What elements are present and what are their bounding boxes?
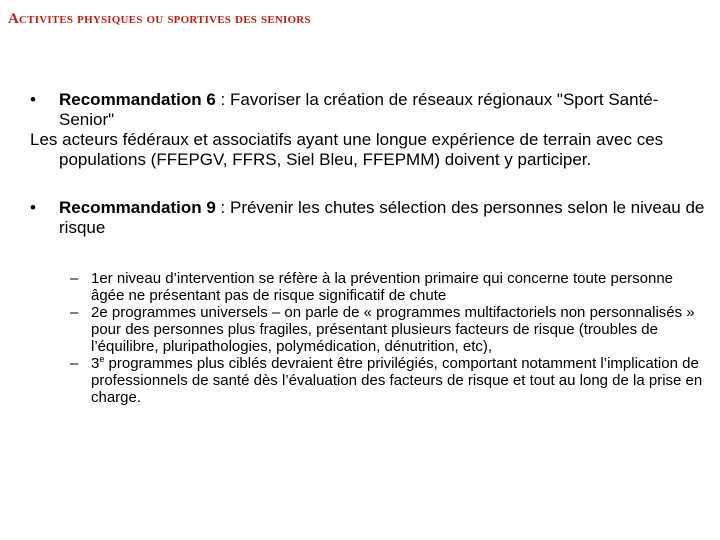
level-2-text: 2e programmes universels – on parle de « programmes multifactoriels non personnalisés » pour des personnes plus fragiles, présentant plusieurs facteurs de risque (troubles de l’équilibre, pluripathologies, polymédication, dénutrition, etc), [91, 304, 695, 355]
recommendation-9-text: : Prévenir les chutes sélection des personnes selon le niveau de risque [59, 198, 705, 237]
level-3-text: programmes plus ciblés devraient être privilégiés, comportant notamment l’implication de professionnels de santé dès l’évaluation des facteurs de risque et tout au long de la prise en charge. [91, 355, 703, 406]
actors-note: Les acteurs fédéraux et associatifs ayant une longue expérience de terrain avec ces populations (FFEPGV, FFRS, Siel Bleu, FFEPMM) doivent y participer. [30, 130, 664, 169]
level-2-item [70, 304, 706, 355]
dash-icon: – [70, 355, 79, 372]
bullet-icon: • [30, 198, 36, 217]
level-1-item [70, 270, 706, 304]
dash-icon: – [70, 304, 79, 321]
slide-title: Activites physiques ou sportives des seniors [8, 11, 311, 27]
level-3-superscript: e [99, 354, 105, 364]
level-1-text: 1er niveau d’intervention se réfère à la prévention primaire qui concerne toute personne âgée ne présentant pas de risque significatif de chute [91, 270, 674, 304]
level-3-item [70, 355, 706, 406]
recommendation-6-text: : Favoriser la création de réseaux régionaux "Sport Santé- Senior" [59, 90, 659, 129]
level-3-number: 3 [91, 355, 100, 372]
recommendation-9 [30, 198, 706, 238]
slide-body [30, 90, 706, 406]
recommendation-6-label: Recommandation 6 [59, 90, 216, 109]
recommendation-6 [30, 90, 706, 130]
bullet-icon: • [30, 90, 36, 109]
recommendation-9-label: Recommandation 9 [59, 198, 216, 217]
dash-icon: – [70, 270, 79, 287]
